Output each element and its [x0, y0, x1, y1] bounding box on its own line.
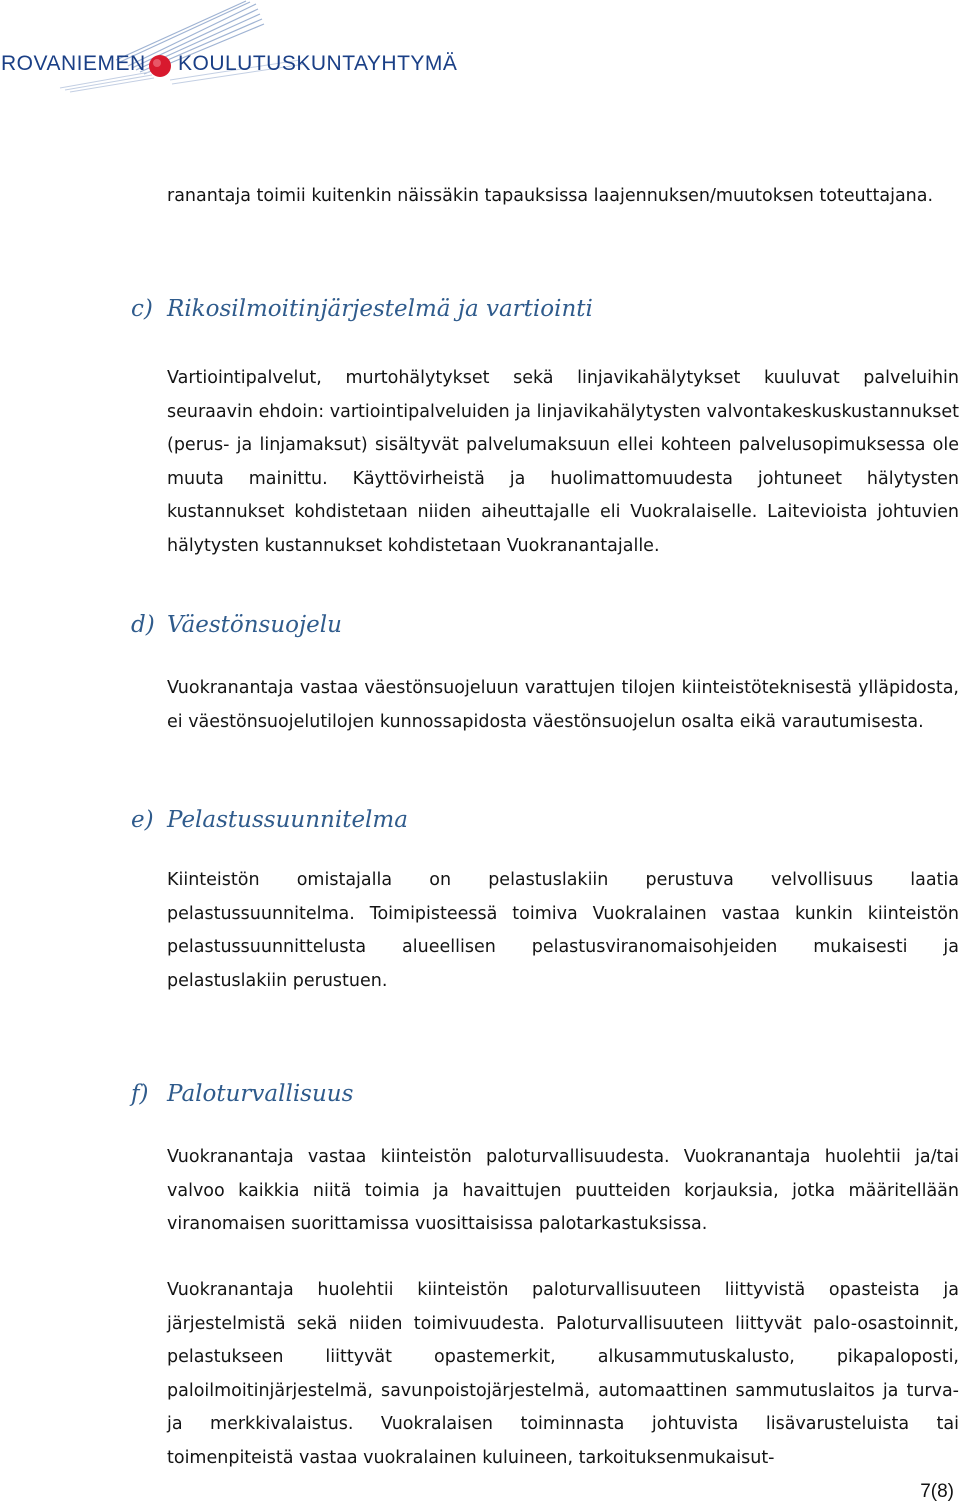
- paragraph-f1: Vuokranantaja vastaa kiinteistön paloturvallisuudesta. Vuokranantaja huolehtii ja/tai valvoo kaikkia niitä toimia ja havaittujen puutteiden korjauksia, jotka määritellään viranomaisen suorittamissa vuosittaisissa palotarkastuksissa.: [167, 1147, 959, 1234]
- section-title-f: Paloturvallisuus: [167, 1081, 354, 1107]
- page-number: 7(8): [920, 1481, 954, 1502]
- section-heading-f: [131, 1081, 353, 1107]
- logo-red-dot-icon: [149, 55, 171, 77]
- section-title-d: Väestönsuojelu: [167, 612, 342, 638]
- paragraph-e1: Kiinteistön omistajalla on pelastuslakiin perustuva velvollisuus laatia pelastussuunnitelma. Toimipisteessä toimiva Vuokralainen vastaa kunkin kiinteistön pelastussuunnittelusta alueellisen pelastusviranomaisohjeiden mukaisesti ja pelastuslakiin perustuen.: [167, 870, 959, 991]
- section-letter-d: d): [131, 612, 155, 638]
- section-heading-c: [131, 296, 593, 322]
- section-letter-f: f): [131, 1081, 149, 1107]
- section-heading-e: [131, 807, 408, 833]
- section-letter-c: c): [131, 296, 153, 322]
- intro-paragraph: ranantaja toimii kuitenkin näissäkin tapauksissa laajennuksen/muutoksen toteuttajana.: [167, 186, 934, 206]
- section-letter-e: e): [131, 807, 154, 833]
- section-title-e: Pelastussuunnitelma: [167, 807, 408, 833]
- paragraph-d1: Vuokranantaja vastaa väestönsuojeluun varattujen tilojen kiinteistöteknisestä ylläpidosta, ei väestönsuojelutilojen kunnossapidosta väestönsuojelun osalta eikä varautumisesta.: [167, 678, 959, 732]
- logo-text-right: KOULUTUSKUNTAYHTYMÄ: [178, 52, 458, 75]
- logo-text-left: ROVANIEMEN: [1, 52, 146, 75]
- section-heading-d: [131, 612, 342, 638]
- organization-logo: [0, 0, 470, 95]
- section-title-c: Rikosilmoitinjärjestelmä ja vartiointi: [167, 296, 593, 322]
- logo-swoosh-icon: [0, 0, 470, 95]
- paragraph-f2: Vuokranantaja huolehtii kiinteistön paloturvallisuuteen liittyvistä opasteista ja järjestelmistä sekä niiden toimivuudesta. Paloturvallisuuteen liittyvät palo-osastoinnit, pelastukseen liittyvät opastemerkit, alkusammutuskalusto, pikapaloposti, paloilmoitinjärjestelmä, savunpoistojärjestelmä, automaattinen sammutuslaitos ja turva- ja merkkivalaistus. Vuokralaisen toiminnasta johtuvista lisävarusteluista tai toimenpiteistä vastaa vuokralainen kuluineen, tarkoituksenmukaisut-: [167, 1280, 959, 1468]
- paragraph-c1: Vartiointipalvelut, murtohälytykset sekä linjavikahälytykset kuuluvat palveluihin seuraavin ehdoin: vartiointipalveluiden ja linjavikahälytysten valvontakeskuskustannukset (perus- ja linjamaksut) sisältyvät palvelumaksuun ellei kohteen palvelusopimuksessa ole muuta mainittu. Käyttövirheistä ja huolimattomuudesta johtuneet hälytysten kustannukset kohdistetaan niiden aiheuttajalle eli Vuokralaiselle. Laitevioista johtuvien hälytysten kustannukset kohdistetaan Vuokranantajalle.: [167, 368, 959, 556]
